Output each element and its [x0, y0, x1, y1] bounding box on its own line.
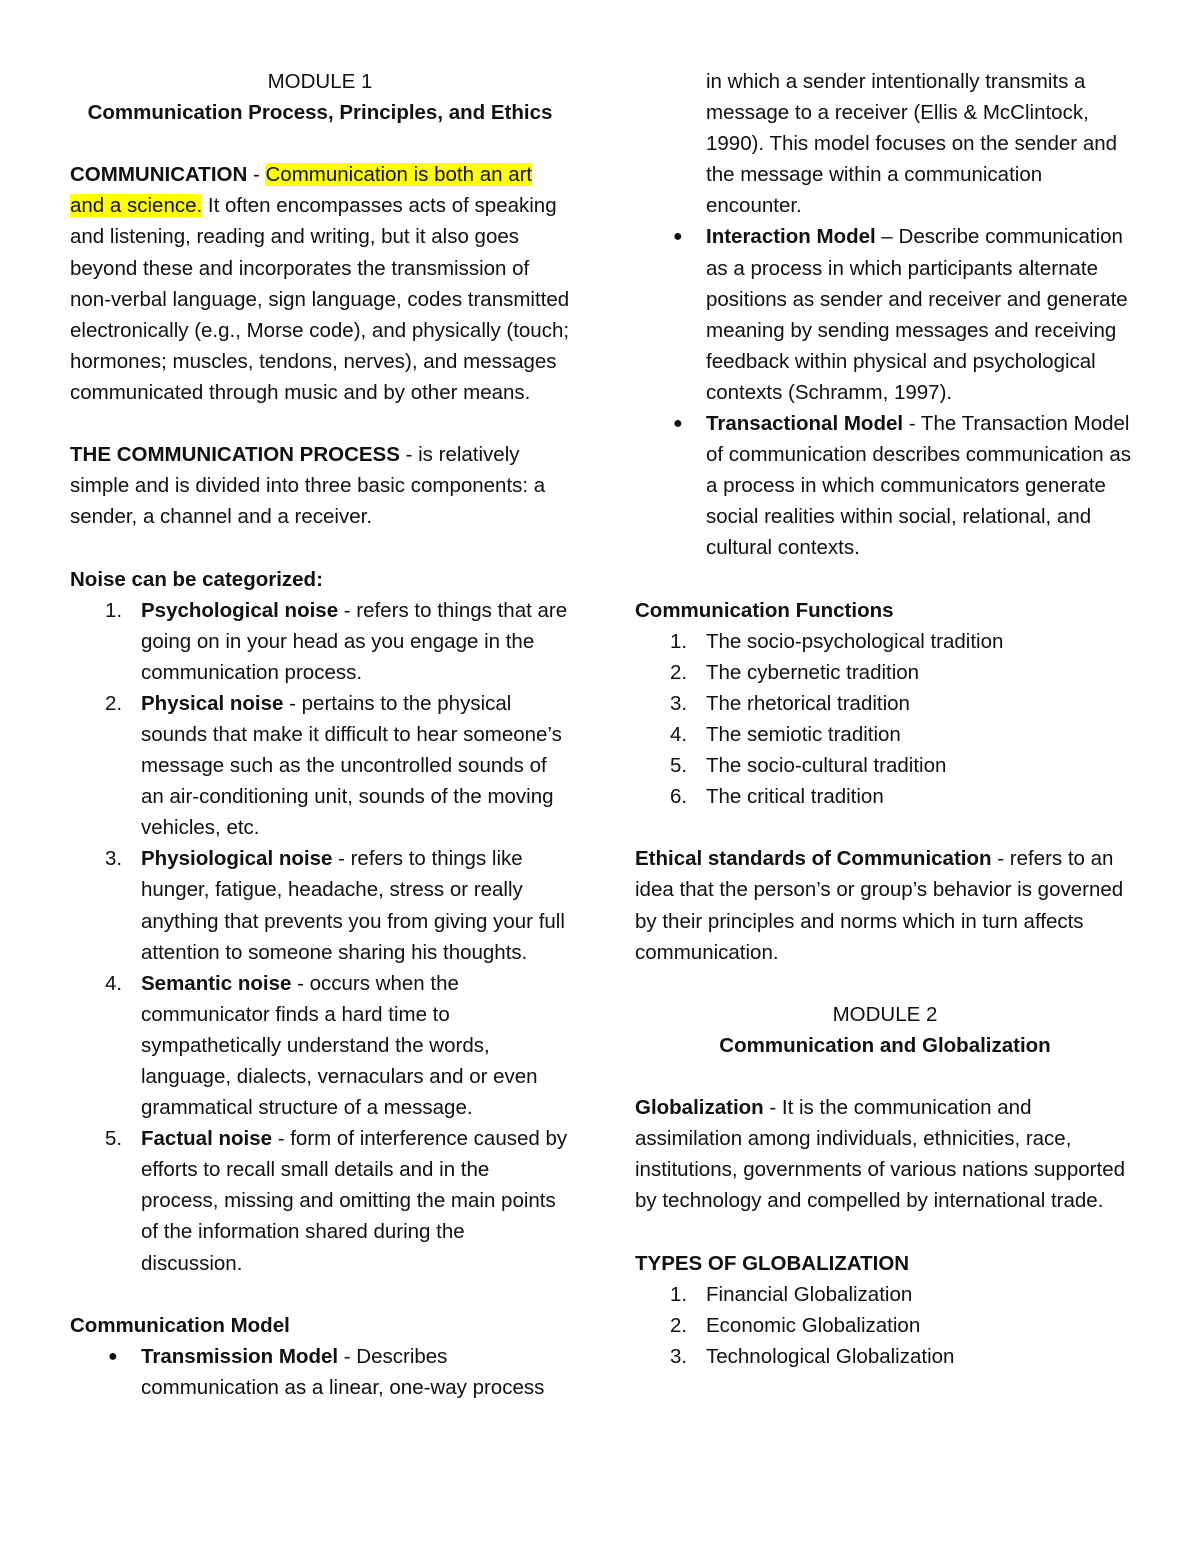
ethics-definition: Ethical standards of Communication - refers to an idea that the person’s or group’s behavior is governed by their principles and norms which in turn affects communication.	[635, 847, 1124, 964]
module1-subheading: Communication Process, Principles, and Ethics	[87, 101, 553, 125]
ethics-term: Ethical standards of Communication	[635, 847, 992, 871]
list-item: 3. Physiological noise - refers to things like hunger, fatigue, headache, stress or really anything that prevents you from giving your full attention to someone sharing his thoughts.	[105, 847, 565, 964]
noise-list	[70, 595, 570, 1279]
list-item-continued: in which a sender intentionally transmits a message to a receiver (Ellis & McClintock, 1990). This model focuses on the sender and the message within a communication encounter.	[706, 70, 1118, 218]
process-definition: THE COMMUNICATION PROCESS - is relatively simple and is divided into three basic components: a sender, a channel and a receiver.	[70, 443, 546, 529]
list-item: 1. Financial Globalization	[670, 1282, 913, 1306]
list-item: 3. Technological Globalization	[670, 1344, 955, 1368]
highlighted-text: Communication is both an art and a science.	[70, 163, 533, 218]
list-item: 5. The socio-cultural tradition	[670, 754, 947, 778]
communication-term: COMMUNICATION	[70, 163, 248, 187]
functions-heading: Communication Functions	[635, 598, 894, 622]
list-item: 1. The socio-psychological tradition	[670, 629, 1004, 653]
list-item: 1. Psychological noise - refers to things that are going on in your head as you engage in the communication process.	[105, 598, 568, 684]
globalization-term: Globalization	[635, 1096, 764, 1120]
list-item: ● Transmission Model - Describes communication as a linear, one-way process	[70, 1341, 570, 1403]
globalization-types-heading: TYPES OF GLOBALIZATION	[635, 1251, 910, 1275]
communication-definition: COMMUNICATION - Communication is both an art and a science. It often encompasses acts of speaking and listening, reading and writing, but it also goes beyond these and incorporates the transmission of non-verbal language, sign language, codes transmitted electronically (e.g., Morse code), and physically (touch; hormones; muscles, tendons, nerves), and messages communicated through music and by other means.	[70, 163, 570, 404]
list-item: 4. The semiotic tradition	[670, 722, 901, 746]
globalization-types-list	[635, 1279, 1135, 1372]
list-item: 6. The critical tradition	[670, 785, 884, 809]
list-item: 2. The cybernetic tradition	[670, 660, 920, 684]
bullet-icon: ●	[673, 228, 683, 246]
process-term: THE COMMUNICATION PROCESS	[70, 443, 400, 467]
list-item: ● Transactional Model - The Transaction Model of communication describes communication as a process in which communicators generate social realities within social, relational, and cultural contexts.	[635, 408, 1135, 563]
bullet-icon: ●	[673, 415, 683, 433]
globalization-definition: Globalization - It is the communication and assimilation among individuals, ethnicities, race, institutions, governments of various nations supported by technology and compelled by international trade.	[635, 1096, 1125, 1213]
list-item: 2. Economic Globalization	[670, 1313, 921, 1337]
list-item: 3. The rhetorical tradition	[670, 691, 910, 715]
noise-heading: Noise can be categorized:	[70, 567, 323, 591]
model-heading: Communication Model	[70, 1313, 290, 1337]
right-column	[635, 66, 1135, 1372]
module1-heading: MODULE 1	[267, 70, 373, 93]
list-item: ● Interaction Model – Describe communication as a process in which participants alternate positions as sender and receiver and generate meaning by sending messages and receiving feedback within physical and psychological contexts (Schramm, 1997).	[635, 221, 1135, 408]
bullet-icon: ●	[108, 1347, 118, 1365]
functions-list	[635, 626, 1135, 813]
list-item: 2. Physical noise - pertains to the physical sounds that make it difficult to hear someone’s message such as the uncontrolled sounds of an air-conditioning unit, sounds of the moving vehicles, etc.	[105, 691, 562, 840]
model-list-continued	[635, 66, 1135, 564]
list-item: 4. Semantic noise - occurs when the communicator finds a hard time to sympathetically understand the words, language, dialects, vernaculars and or even grammatical structure of a message.	[105, 971, 538, 1120]
model-list	[70, 1341, 570, 1403]
list-item: 5. Factual noise - form of interference caused by efforts to recall small details and in the process, missing and omitting the main points of the information shared during the discussion.	[105, 1127, 568, 1275]
module2-subheading: Communication and Globalization	[719, 1033, 1051, 1057]
module2-heading: MODULE 2	[832, 1002, 938, 1026]
left-column	[70, 66, 570, 1403]
